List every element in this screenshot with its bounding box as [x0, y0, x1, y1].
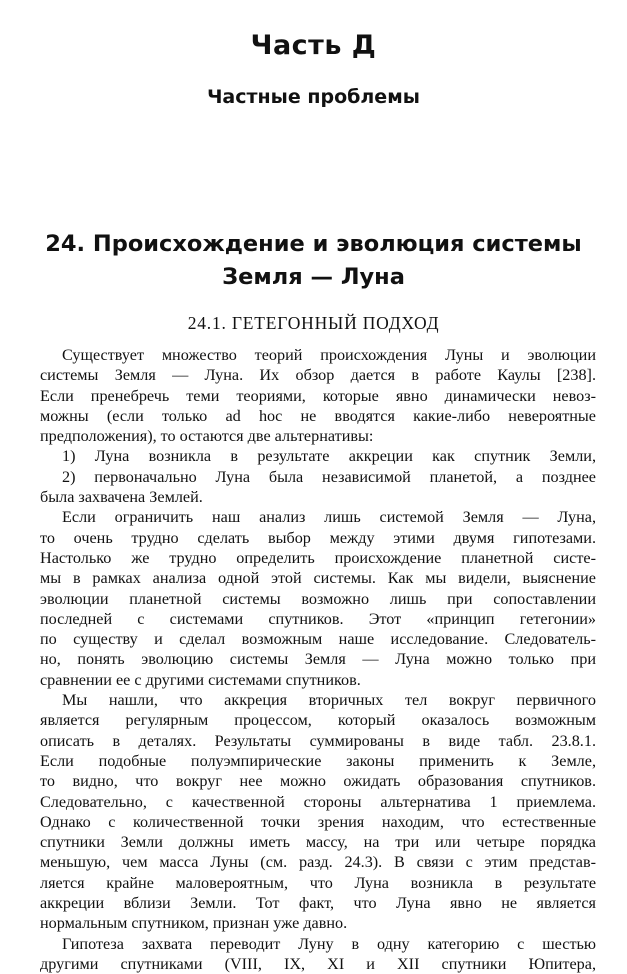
chapter-title-line-1: 24. Происхождение и эволюция системы [45, 231, 582, 257]
paragraph-line: то очень трудно сделать выбор между этими двумя гипотезами. [40, 528, 596, 547]
paragraph-line: Если ограничить наш анализ лишь системой Земля — Луна, [62, 508, 596, 527]
paragraph-line: 1) Луна возникла в результате аккреции как спутник Земли, [62, 447, 596, 466]
paragraph-line: Настолько же трудно определить происхождение планетной систе- [40, 548, 596, 567]
paragraph-line: нормальным спутником, признан уже давно. [40, 914, 348, 933]
paragraph-line: сравнении ее с другими системами спутников. [40, 670, 361, 689]
paragraph-line: описать в деталях. Результаты суммированы в виде табл. 23.8.1. [40, 731, 596, 750]
paragraph-line: Если подобные полуэмпирические законы применить к Земле, [40, 751, 596, 770]
paragraph-line: эволюции планетной системы возможно лишь при сопоставлении [40, 589, 596, 608]
paragraph-line: другими спутниками (VIII, IX, XI и XII спутники Юпитера, [40, 954, 596, 973]
body-text [40, 345, 596, 974]
paragraph-line: ляется крайне маловероятным, что Луна возникла в результате [40, 873, 596, 892]
part-subtitle: Частные проблемы [207, 86, 420, 108]
section-title: 24.1. ГЕТЕГОННЫЙ ПОДХОД [187, 313, 440, 333]
paragraph-line: Если пренебречь теми теориями, которые явно динамически невоз- [40, 386, 596, 405]
paragraph-line: можны (если только ad hoc не вводятся какие-либо невероятные [40, 406, 596, 425]
paragraph-line: 2) первоначально Луна была независимой планетой, а позднее [62, 467, 596, 486]
paragraph-line: Следовательно, с качественной стороны альтернатива 1 приемлема. [40, 792, 596, 811]
paragraph-line: Мы нашли, что аккреция вторичных тел вокруг первичного [62, 691, 596, 710]
paragraph-line: была захвачена Землей. [40, 488, 203, 507]
paragraph-line: последней с системами спутников. Этот «принцип гетегонии» [40, 609, 596, 628]
paragraph-line: Существует множество теорий происхождения Луны и эволюции [62, 346, 596, 364]
paragraph-line: спутники Земли должны иметь массу, на три или четыре порядка [40, 833, 596, 852]
paragraph-line: Однако с количественной точки зрения находим, что естественные [40, 812, 596, 831]
paragraph-line: Гипотеза захвата переводит Луну в одну категорию с шестью [62, 934, 596, 953]
paragraph-line: является регулярным процессом, который оказалось возможным [40, 711, 596, 730]
paragraph-line: мы в рамках анализа одной этой системы. Как мы видели, выяснение [40, 569, 596, 588]
part-title: Часть Д [250, 30, 377, 61]
paragraph-line: системы Земля — Луна. Их обзор дается в работе Каулы [238]. [40, 366, 596, 385]
paragraph-line: предположения), то остаются две альтернативы: [40, 427, 374, 446]
paragraph-line: но, понять эволюцию системы Земля — Луна можно только при [40, 650, 596, 669]
paragraph-line: то видно, что вокруг нее можно ожидать образования спутников. [40, 772, 596, 791]
paragraph-line: меньшую, чем масса Луны (см. разд. 24.3). В связи с этим представ- [40, 853, 596, 872]
paragraph-line: по существу и сделал возможным наше исследование. Следователь- [40, 630, 596, 649]
paragraph-line: аккреции вблизи Земли. Тот факт, что Луна явно не является [40, 894, 596, 913]
chapter-title [0, 228, 627, 294]
chapter-title-line-2: Земля — Луна [222, 264, 405, 290]
